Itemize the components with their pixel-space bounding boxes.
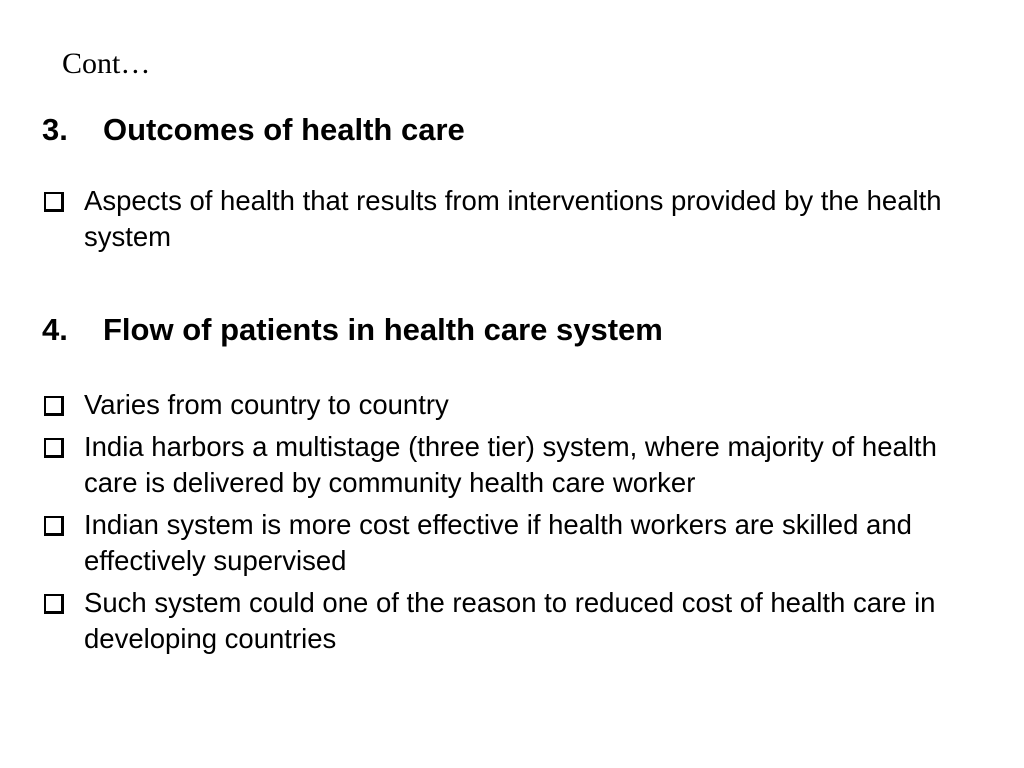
checkbox-bullet-icon [44,594,64,614]
bullet-list-flow [44,387,984,663]
section-title: Flow of patients in health care system [103,312,663,347]
slide-title: Cont… [62,47,151,80]
section-number: 4. [42,312,68,347]
bullet-text: Such system could one of the reason to reduced cost of health care in developing countries [84,587,936,654]
section-heading-outcomes [42,112,465,148]
section-title: Outcomes of health care [103,112,465,147]
bullet-text: Varies from country to country [84,389,449,420]
checkbox-bullet-icon [44,516,64,536]
section-number: 3. [42,112,68,147]
bullet-item [44,387,984,423]
bullet-text: Indian system is more cost effective if health workers are skilled and effectively supervised [84,509,912,576]
checkbox-bullet-icon [44,438,64,458]
checkbox-bullet-icon [44,192,64,212]
bullet-item [44,183,984,255]
bullet-item [44,507,984,579]
checkbox-bullet-icon [44,396,64,416]
bullet-list-outcomes [44,183,984,261]
bullet-text: Aspects of health that results from interventions provided by the health system [84,185,942,252]
bullet-item [44,429,984,501]
bullet-text: India harbors a multistage (three tier) system, where majority of health care is delivered by community health care worker [84,431,937,498]
section-heading-flow [42,312,663,348]
bullet-item [44,585,984,657]
